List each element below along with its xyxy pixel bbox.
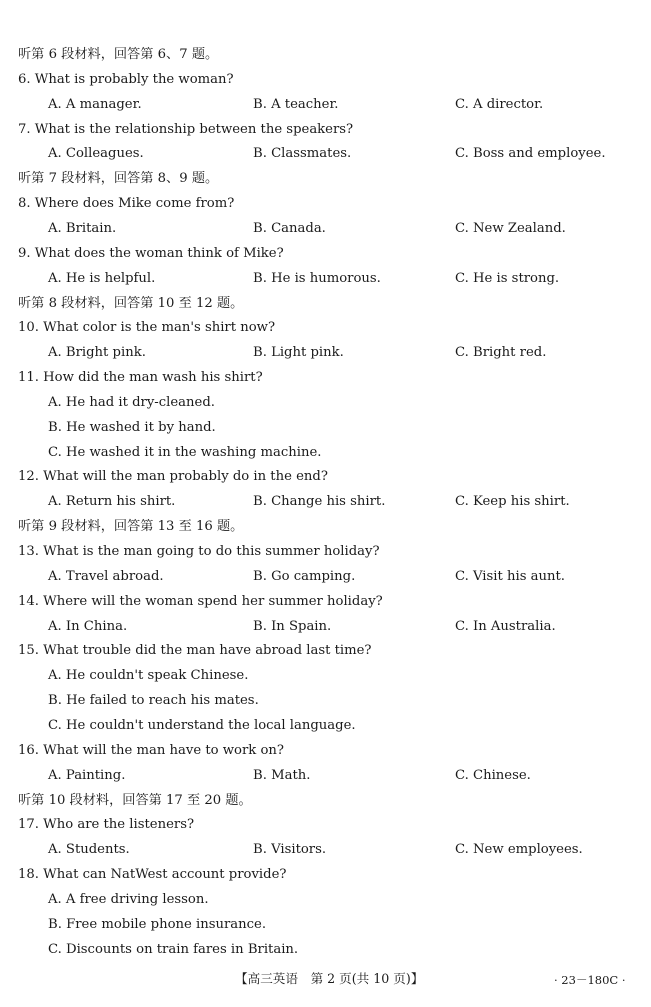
answer-option: C. He is strong.	[455, 270, 560, 286]
question-stem: 18. What can NatWest account provide?	[18, 867, 287, 883]
question-stem: 13. What is the man going to do this summer holiday?	[18, 544, 380, 559]
answer-option: A. Britain.	[48, 220, 117, 236]
section-instruction: 听第 9 段材料，回答第 13 至 16 题。	[18, 519, 244, 535]
paper-code: · 23－180C ·	[554, 973, 626, 987]
answer-option: C. He washed it in the washing machine.	[48, 444, 322, 460]
answer-option: C. In Australia.	[455, 618, 556, 634]
answer-option: B. Free mobile phone insurance.	[48, 916, 267, 932]
section-instruction: 听第 8 段材料，回答第 10 至 12 题。	[18, 295, 244, 311]
answer-option: B. Go camping.	[253, 568, 356, 584]
answer-option: A. In China.	[48, 618, 128, 634]
question-stem: 10. What color is the man's shirt now?	[18, 320, 276, 336]
answer-option: B. A teacher.	[253, 96, 339, 112]
answer-option: A. Students.	[48, 842, 130, 858]
answer-option: A. Bright pink.	[48, 345, 146, 361]
answer-option: B. Classmates.	[253, 146, 352, 162]
section-instruction: 听第 10 段材料，回答第 17 至 20 题。	[18, 792, 252, 808]
question-stem: 12. What will the man probably do in the end?	[18, 469, 328, 485]
question-stem: 15. What trouble did the man have abroad last time?	[18, 643, 372, 659]
answer-option: C. He couldn't understand the local language.	[48, 717, 356, 733]
answer-option: C. Bright red.	[455, 345, 547, 361]
answer-option: A. Return his shirt.	[48, 494, 176, 510]
answer-option: C. Chinese.	[455, 767, 531, 783]
answer-option: C. Visit his aunt.	[455, 568, 566, 584]
answer-option: A. He had it dry-cleaned.	[48, 394, 215, 410]
answer-option: A. Colleagues.	[48, 146, 144, 162]
section-instruction: 听第 7 段材料，回答第 8、9 题。	[18, 171, 219, 187]
answer-option: C. New Zealand.	[455, 220, 566, 236]
answer-option: A. Travel abroad.	[48, 568, 164, 584]
answer-option: C. Keep his shirt.	[455, 494, 570, 510]
question-stem: 14. Where will the woman spend her summer holiday?	[18, 593, 383, 609]
answer-option: B. Change his shirt.	[253, 494, 386, 510]
answer-option: C. Discounts on train fares in Britain.	[48, 941, 299, 957]
question-stem: 17. Who are the listeners?	[18, 817, 195, 833]
question-stem: 7. What is the relationship between the speakers?	[18, 121, 354, 137]
answer-option: B. Math.	[253, 767, 311, 783]
answer-option: A. He is helpful.	[48, 270, 156, 286]
answer-option: B. He failed to reach his mates.	[48, 693, 259, 709]
answer-option: A. He couldn't speak Chinese.	[48, 668, 249, 684]
answer-option: C. Boss and employee.	[455, 146, 606, 162]
answer-option: B. Visitors.	[253, 842, 327, 858]
answer-option: B. He washed it by hand.	[48, 419, 216, 435]
question-stem: 9. What does the woman think of Mike?	[18, 245, 284, 261]
section-instruction: 听第 6 段材料，回答第 6、7 题。	[18, 47, 219, 62]
answer-option: A. Painting.	[48, 767, 126, 783]
page-footer: 【高三英语 第 2 页(共 10 页)】	[235, 971, 424, 986]
question-stem: 11. How did the man wash his shirt?	[18, 370, 263, 386]
question-stem: 8. Where does Mike come from?	[18, 196, 235, 212]
answer-option: C. New employees.	[455, 842, 583, 858]
answer-option: A. A free driving lesson.	[48, 891, 209, 907]
answer-option: A. A manager.	[48, 96, 142, 112]
question-stem: 6. What is probably the woman?	[18, 71, 234, 87]
answer-option: B. Light pink.	[253, 345, 344, 361]
answer-option: B. Canada.	[253, 220, 326, 236]
question-stem: 16. What will the man have to work on?	[18, 742, 284, 758]
answer-option: C. A director.	[455, 96, 544, 112]
answer-option: B. He is humorous.	[253, 270, 381, 286]
answer-option: B. In Spain.	[253, 618, 332, 634]
